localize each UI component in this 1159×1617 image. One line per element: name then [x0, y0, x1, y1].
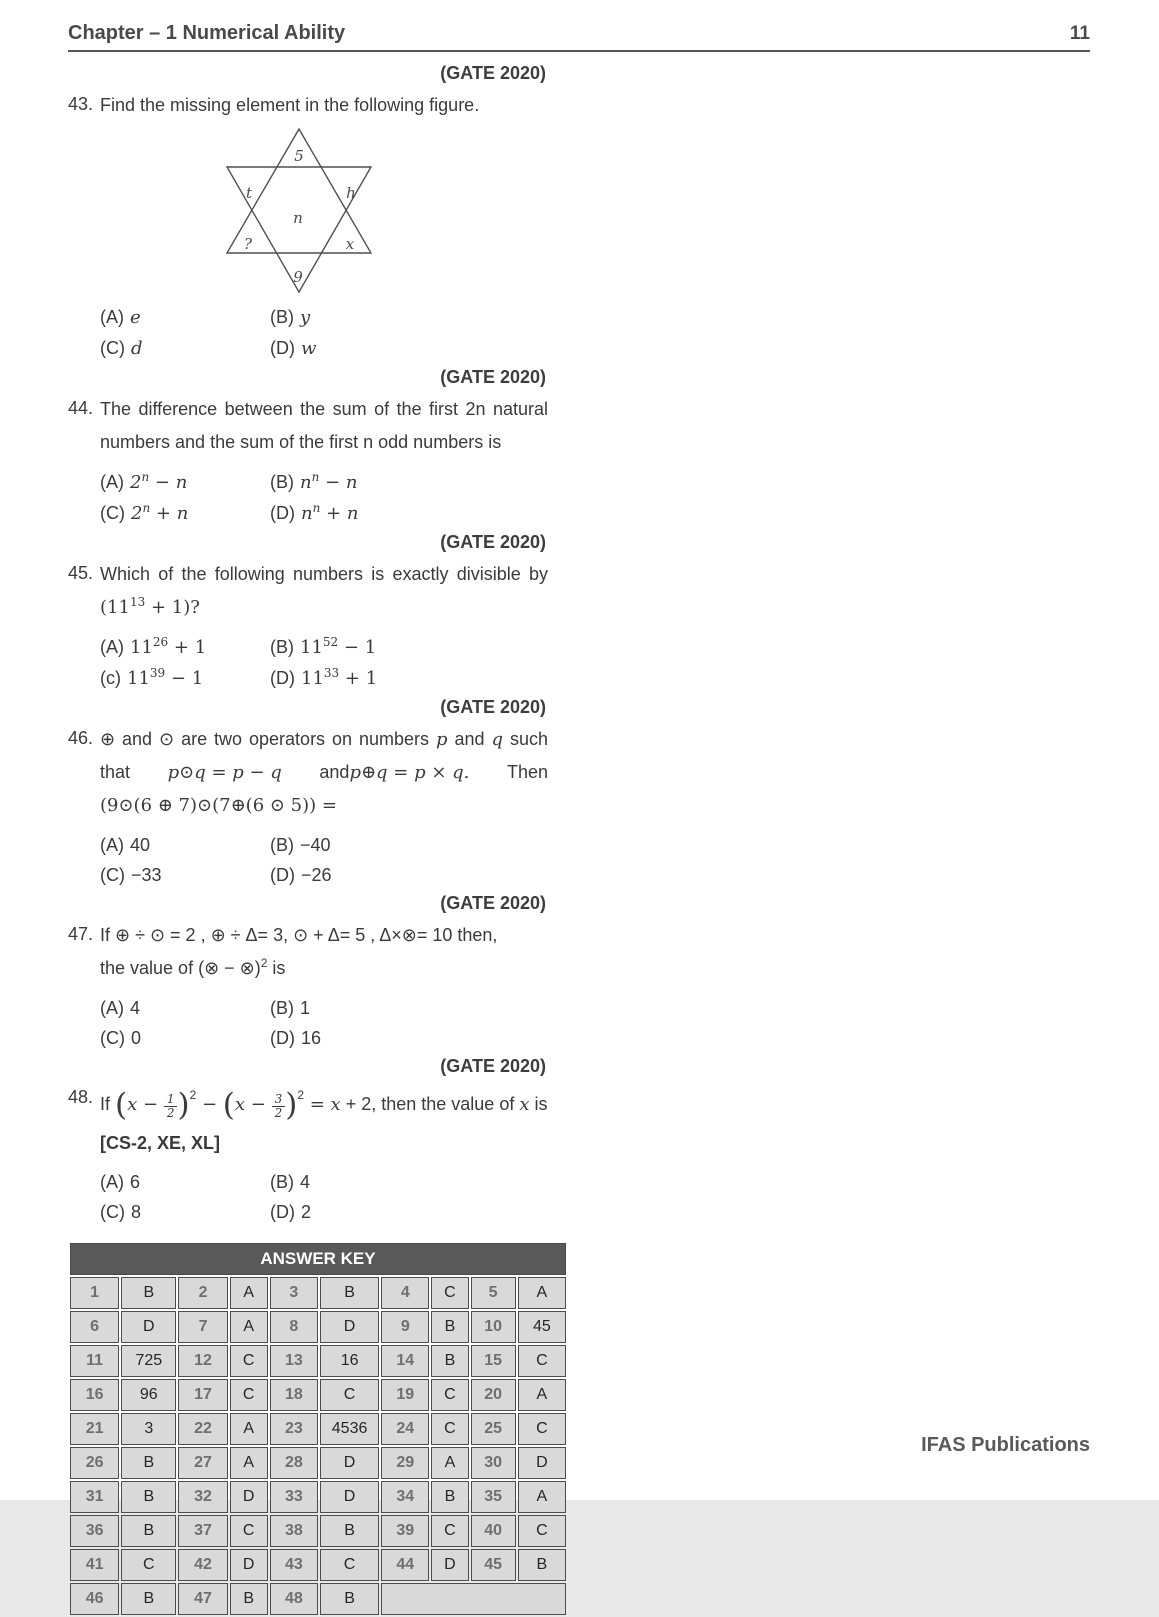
page-number: 11: [1069, 23, 1090, 44]
answer-key-question-number: 47: [178, 1583, 227, 1615]
answer-key-question-number: 15: [471, 1345, 516, 1377]
question-44-line1: The difference between the sum of the first 2n natural: [100, 399, 548, 419]
answer-key-row: [70, 1379, 566, 1411]
answer-key-title: ANSWER KEY: [70, 1243, 566, 1275]
answer-key-row: [70, 1447, 566, 1479]
questions-column: [68, 60, 551, 1617]
option-43-d: (D) w: [270, 338, 317, 359]
answer-key-question-number: 27: [178, 1447, 227, 1479]
answer-key-answer: D: [230, 1481, 268, 1513]
answer-key-question-number: 43: [270, 1549, 318, 1581]
answer-key-answer: D: [518, 1447, 566, 1479]
gate-year-tag: (GATE 2020): [440, 367, 546, 387]
answer-key-table: [68, 1241, 568, 1617]
answer-key-answer: C: [230, 1379, 268, 1411]
answer-key-answer: 16: [320, 1345, 379, 1377]
question-46-number: 46.: [68, 728, 94, 748]
option-46-b: (B) −40: [270, 835, 331, 855]
answer-key-question-number: 25: [471, 1413, 516, 1445]
question-46-expression: (9⊙(6 ⊕ 7)⊙(7⊕(6 ⊙ 5)) =: [100, 795, 337, 816]
option-47-a: (A) 4: [100, 998, 141, 1018]
answer-key-answer: B: [518, 1549, 566, 1581]
answer-key-answer: A: [230, 1277, 268, 1309]
answer-key-answer: C: [320, 1379, 379, 1411]
answer-key-question-number: 16: [70, 1379, 119, 1411]
answer-key-question-number: 20: [471, 1379, 516, 1411]
answer-key-question-number: 3: [270, 1277, 318, 1309]
answer-key-answer: C: [230, 1515, 268, 1547]
answer-key-answer: B: [230, 1583, 268, 1615]
answer-key-question-number: 2: [178, 1277, 227, 1309]
answer-key-body: [70, 1277, 566, 1615]
answer-key-answer: D: [121, 1311, 176, 1343]
answer-key-answer: A: [230, 1413, 268, 1445]
answer-key-question-number: 1: [70, 1277, 119, 1309]
question-48-paper-tag: [CS-2, XE, XL]: [100, 1133, 221, 1153]
answer-key-answer: B: [121, 1481, 176, 1513]
answer-key-answer: B: [320, 1515, 379, 1547]
answer-key-answer: B: [121, 1447, 176, 1479]
answer-key-question-number: 11: [70, 1345, 119, 1377]
answer-key-question-number: 24: [381, 1413, 429, 1445]
answer-key-row: [70, 1583, 566, 1615]
question-48: [68, 1082, 548, 1159]
answer-key-question-number: 9: [381, 1311, 429, 1343]
option-43-c: (C) d: [100, 338, 143, 359]
answer-key-answer: B: [320, 1277, 379, 1309]
answer-key-answer: A: [518, 1379, 566, 1411]
option-48-c: (C) 8: [100, 1202, 142, 1222]
answer-key-answer: A: [518, 1481, 566, 1513]
option-46-a: (A) 40: [100, 835, 151, 855]
answer-key-answer: 4536: [320, 1413, 379, 1445]
gate-year-tag: (GATE 2020): [440, 697, 546, 717]
answer-key-answer: 96: [121, 1379, 176, 1411]
question-46-options: [68, 830, 548, 890]
figure-label-bottom: 9: [293, 268, 303, 286]
answer-key-answer: B: [121, 1583, 176, 1615]
question-46-line1: ⊕ and ⊙ are two operators on numbers p and q such: [100, 729, 548, 750]
question-48-number: 48.: [68, 1087, 94, 1107]
chapter-title: Chapter – 1 Numerical Ability: [68, 22, 346, 44]
answer-key-question-number: 26: [70, 1447, 119, 1479]
answer-key-question-number: 46: [70, 1583, 119, 1615]
option-45-a: (A) $11^{26} + 1$: [100, 635, 207, 658]
question-45-number: 45.: [68, 563, 94, 583]
answer-key-answer: A: [230, 1311, 268, 1343]
question-44-number: 44.: [68, 398, 94, 418]
answer-key-answer: C: [431, 1379, 468, 1411]
answer-key-question-number: 22: [178, 1413, 227, 1445]
option-48-b: (B) 4: [270, 1172, 311, 1192]
answer-key-answer: A: [431, 1447, 468, 1479]
option-45-b: (B) $11^{52} - 1$: [270, 635, 377, 658]
option-43-b: (B) y: [270, 307, 311, 328]
answer-key-answer: C: [431, 1277, 468, 1309]
question-48-options: [68, 1167, 548, 1227]
answer-key-row: [70, 1277, 566, 1309]
answer-key-answer: B: [431, 1481, 468, 1513]
answer-key-question-number: 29: [381, 1447, 429, 1479]
page-header: [68, 22, 1090, 52]
option-45-c: (c) $11^{39} - 1$: [100, 666, 204, 689]
answer-key-answer: C: [320, 1549, 379, 1581]
question-47-options: [68, 993, 548, 1053]
question-44: [68, 393, 548, 459]
figure-label-lower-left: ?: [243, 235, 253, 253]
answer-key-row: [70, 1311, 566, 1343]
question-44-options: [68, 467, 548, 529]
question-46-line2: that p⊙q = p − q andp⊕q = p × q. Then: [100, 762, 548, 783]
question-43-text: Find the missing element in the following figure.: [100, 95, 480, 115]
gate-year-tag: (GATE 2020): [440, 893, 546, 913]
publisher-name: IFAS Publications: [921, 1434, 1090, 1456]
answer-key-question-number: 14: [381, 1345, 429, 1377]
gate-year-tag: (GATE 2020): [440, 532, 546, 552]
answer-key-question-number: 44: [381, 1549, 429, 1581]
answer-key-question-number: 21: [70, 1413, 119, 1445]
answer-key-answer: C: [518, 1345, 566, 1377]
answer-key-row: [70, 1515, 566, 1547]
option-47-c: (C) 0: [100, 1028, 142, 1048]
option-47-b: (B) 1: [270, 998, 311, 1018]
answer-key-question-number: 32: [178, 1481, 227, 1513]
question-45-expression: $(11^{13} + 1)$?: [100, 595, 200, 618]
answer-key-question-number: 10: [471, 1311, 516, 1343]
answer-key-question-number: 37: [178, 1515, 227, 1547]
answer-key-question-number: 18: [270, 1379, 318, 1411]
answer-key-question-number: 6: [70, 1311, 119, 1343]
answer-key-answer: C: [518, 1515, 566, 1547]
answer-key-question-number: 36: [70, 1515, 119, 1547]
question-47-line2: the value of (⊗ − ⊗)$^2$ is: [100, 956, 286, 978]
answer-key-answer: C: [230, 1345, 268, 1377]
question-47-line1: If ⊕ ÷ ⊙ = 2 , ⊕ ÷ Δ= 3, ⊙ + Δ= 5 , Δ×⊗= 10 then,: [100, 925, 498, 945]
figure-label-center: n: [293, 209, 303, 227]
question-45-options: [68, 632, 548, 694]
answer-key-answer: B: [121, 1515, 176, 1547]
question-47: [68, 919, 548, 985]
answer-key-question-number: 34: [381, 1481, 429, 1513]
option-45-d: (D) $11^{33} + 1$: [270, 666, 378, 689]
answer-key-question-number: 4: [381, 1277, 429, 1309]
star-figure: [226, 128, 372, 294]
option-48-a: (A) 6: [100, 1172, 141, 1192]
answer-key-answer: B: [320, 1583, 379, 1615]
answer-key-answer: A: [518, 1277, 566, 1309]
question-46: [68, 723, 548, 822]
answer-key-answer: D: [320, 1311, 379, 1343]
answer-key-question-number: 45: [471, 1549, 516, 1581]
answer-key-answer: C: [121, 1549, 176, 1581]
question-45-line1: Which of the following numbers is exactly divisible by: [100, 564, 548, 584]
option-44-c: (C) $2^n + n$: [100, 501, 189, 524]
option-46-c: (C) −33: [100, 865, 162, 885]
question-45: [68, 558, 548, 624]
answer-key-answer: C: [518, 1413, 566, 1445]
answer-key-answer: B: [121, 1277, 176, 1309]
gate-year-tag: (GATE 2020): [440, 63, 546, 83]
figure-label-upper-left: t: [245, 184, 253, 202]
answer-key-row: [70, 1549, 566, 1581]
answer-key-row: [70, 1345, 566, 1377]
answer-key-answer: B: [431, 1311, 468, 1343]
answer-key-question-number: 31: [70, 1481, 119, 1513]
answer-key-question-number: 7: [178, 1311, 227, 1343]
answer-key-answer: B: [431, 1345, 468, 1377]
question-43-options: [68, 302, 548, 364]
answer-key-question-number: 48: [270, 1583, 318, 1615]
answer-key-question-number: 42: [178, 1549, 227, 1581]
answer-key-question-number: 5: [471, 1277, 516, 1309]
option-44-a: (A) $2^n - n$: [100, 470, 188, 493]
answer-key-answer: 725: [121, 1345, 176, 1377]
answer-key-question-number: 28: [270, 1447, 318, 1479]
answer-key-question-number: 38: [270, 1515, 318, 1547]
answer-key-answer: D: [431, 1549, 468, 1581]
answer-key-question-number: 12: [178, 1345, 227, 1377]
answer-key-row: [70, 1413, 566, 1445]
option-47-d: (D) 16: [270, 1028, 322, 1048]
option-44-b: (B) $n^n - n$: [270, 470, 358, 493]
answer-key-question-number: 35: [471, 1481, 516, 1513]
answer-key-question-number: 8: [270, 1311, 318, 1343]
answer-key-answer: C: [431, 1515, 468, 1547]
answer-key-question-number: 41: [70, 1549, 119, 1581]
question-43-number: 43.: [68, 94, 94, 114]
answer-key-answer: D: [320, 1447, 379, 1479]
option-43-a: (A) e: [100, 307, 141, 328]
figure-label-lower-right: x: [345, 235, 355, 253]
answer-key-question-number: 13: [270, 1345, 318, 1377]
option-46-d: (D) −26: [270, 865, 332, 885]
question-47-number: 47.: [68, 924, 94, 944]
answer-key-question-number: 39: [381, 1515, 429, 1547]
answer-key-question-number: 17: [178, 1379, 227, 1411]
answer-key-answer: 3: [121, 1413, 176, 1445]
option-44-d: (D) $n^n + n$: [270, 501, 359, 524]
answer-key-empty-area: [381, 1583, 566, 1615]
answer-key-question-number: 33: [270, 1481, 318, 1513]
answer-key-question-number: 40: [471, 1515, 516, 1547]
figure-label-upper-right: h: [346, 184, 356, 202]
option-48-d: (D) 2: [270, 1202, 312, 1222]
answer-key-question-number: 30: [471, 1447, 516, 1479]
answer-key-answer: 45: [518, 1311, 566, 1343]
answer-key-answer: D: [230, 1549, 268, 1581]
answer-key-answer: D: [320, 1481, 379, 1513]
gate-year-tag: (GATE 2020): [440, 1056, 546, 1076]
answer-key-question-number: 23: [270, 1413, 318, 1445]
answer-key-question-number: 19: [381, 1379, 429, 1411]
question-44-line2: numbers and the sum of the first n odd numbers is: [100, 432, 502, 452]
answer-key-row: [70, 1481, 566, 1513]
figure-label-top: 5: [294, 147, 304, 165]
question-43: [68, 89, 548, 122]
question-48-formula: If (x − $\frac{1}{2}$ )$^2$ − (x − $\frac{3}{2}$ )$^2$ = x + 2, then the value of x is: [100, 1087, 548, 1123]
answer-key-answer: A: [230, 1447, 268, 1479]
answer-key-answer: C: [431, 1413, 468, 1445]
